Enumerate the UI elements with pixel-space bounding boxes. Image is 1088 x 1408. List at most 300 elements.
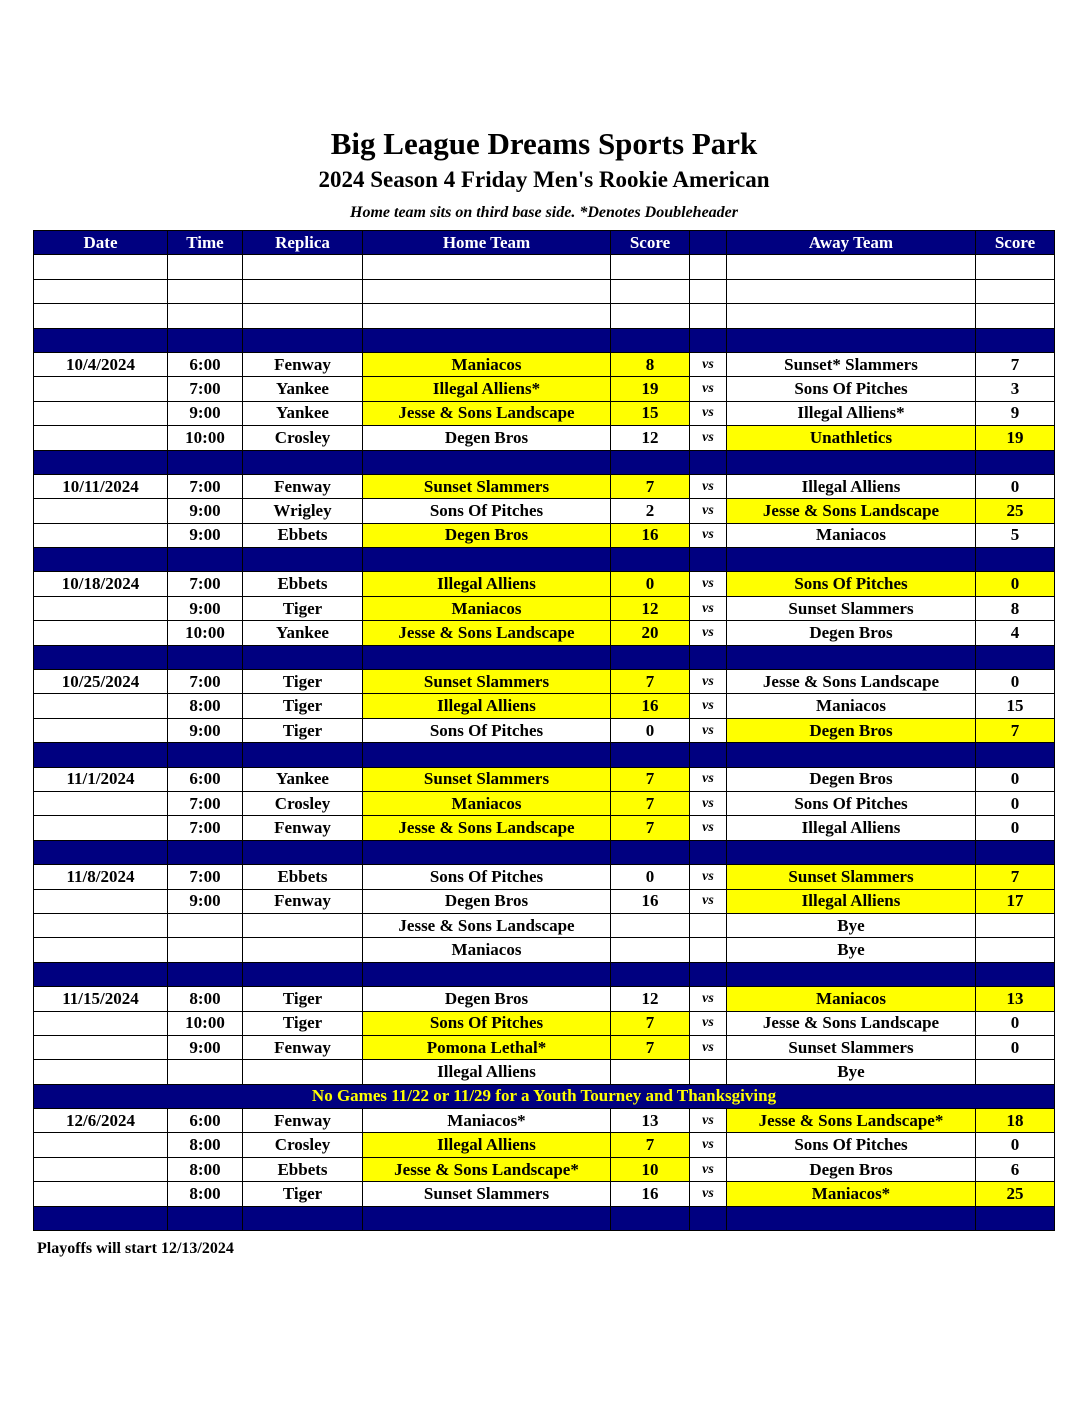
away-team-cell: Illegal Alliens [727, 816, 976, 840]
empty-cell [363, 255, 611, 279]
empty-cell [727, 279, 976, 303]
empty-cell [34, 645, 168, 669]
away-score-cell: 0 [976, 791, 1055, 815]
game-row [34, 474, 1055, 498]
replica-cell: Ebbets [243, 523, 363, 547]
game-row [34, 1109, 1055, 1133]
time-cell: 6:00 [168, 1109, 243, 1133]
time-cell: 7:00 [168, 572, 243, 596]
date-cell [34, 913, 168, 937]
empty-cell [34, 548, 168, 572]
date-cell [34, 1157, 168, 1181]
game-row [34, 694, 1055, 718]
empty-cell [243, 1206, 363, 1230]
away-score-cell: 0 [976, 572, 1055, 596]
game-row [34, 1182, 1055, 1206]
vs-cell: vs [690, 1133, 727, 1157]
home-team-cell: Jesse & Sons Landscape [363, 401, 611, 425]
vs-cell [690, 938, 727, 962]
away-score-cell: 0 [976, 1011, 1055, 1035]
away-team-cell: Maniacos [727, 694, 976, 718]
banner-text: No Games 11/22 or 11/29 for a Youth Tourney and Thanksgiving [34, 1084, 1055, 1108]
away-score-cell [976, 913, 1055, 937]
away-team-cell: Bye [727, 913, 976, 937]
vs-cell: vs [690, 670, 727, 694]
home-team-cell: Sons Of Pitches [363, 1011, 611, 1035]
date-cell [34, 1035, 168, 1059]
away-team-cell: Maniacos [727, 523, 976, 547]
away-score-cell: 3 [976, 377, 1055, 401]
game-row [34, 1157, 1055, 1181]
time-cell [168, 1060, 243, 1084]
date-cell: 11/15/2024 [34, 987, 168, 1011]
page-title: Big League Dreams Sports Park [330, 126, 758, 161]
empty-cell [243, 450, 363, 474]
date-cell: 10/11/2024 [34, 474, 168, 498]
home-team-cell: Illegal Alliens [363, 1060, 611, 1084]
replica-cell: Ebbets [243, 572, 363, 596]
home-score-cell: 10 [611, 1157, 690, 1181]
time-cell [168, 913, 243, 937]
vs-cell: vs [690, 352, 727, 376]
time-cell: 8:00 [168, 1157, 243, 1181]
home-team-cell: Maniacos [363, 791, 611, 815]
col-away-team: Away Team [727, 231, 976, 255]
game-row [34, 889, 1055, 913]
away-score-cell: 7 [976, 865, 1055, 889]
time-cell: 7:00 [168, 474, 243, 498]
vs-cell: vs [690, 1011, 727, 1035]
vs-cell: vs [690, 621, 727, 645]
home-team-cell: Illegal Alliens [363, 694, 611, 718]
empty-cell [168, 1206, 243, 1230]
empty-cell [363, 279, 611, 303]
away-score-cell: 0 [976, 1035, 1055, 1059]
empty-cell [976, 279, 1055, 303]
vs-cell: vs [690, 889, 727, 913]
home-score-cell: 12 [611, 426, 690, 450]
time-cell: 9:00 [168, 596, 243, 620]
empty-cell [690, 962, 727, 986]
replica-cell: Fenway [243, 1035, 363, 1059]
time-cell: 10:00 [168, 621, 243, 645]
home-team-cell: Pomona Lethal* [363, 1035, 611, 1059]
empty-cell [34, 279, 168, 303]
date-cell [34, 816, 168, 840]
time-cell: 7:00 [168, 791, 243, 815]
empty-cell [34, 962, 168, 986]
home-score-cell: 15 [611, 401, 690, 425]
home-score-cell: 0 [611, 718, 690, 742]
empty-cell [727, 962, 976, 986]
empty-cell [34, 840, 168, 864]
home-score-cell: 0 [611, 865, 690, 889]
date-cell [34, 377, 168, 401]
replica-cell: Tiger [243, 718, 363, 742]
game-row [34, 718, 1055, 742]
home-team-cell: Sunset Slammers [363, 670, 611, 694]
empty-cell [690, 304, 727, 328]
schedule-body [34, 255, 1055, 1231]
col-date: Date [34, 231, 168, 255]
away-score-cell: 5 [976, 523, 1055, 547]
empty-cell [363, 645, 611, 669]
home-score-cell: 0 [611, 572, 690, 596]
empty-cell [611, 328, 690, 352]
empty-cell [363, 450, 611, 474]
away-score-cell: 19 [976, 426, 1055, 450]
empty-cell [611, 548, 690, 572]
away-team-cell: Sunset Slammers [727, 596, 976, 620]
empty-cell [243, 840, 363, 864]
empty-cell [976, 840, 1055, 864]
away-team-cell: Sunset* Slammers [727, 352, 976, 376]
vs-cell: vs [690, 499, 727, 523]
away-score-cell: 17 [976, 889, 1055, 913]
game-row [34, 1011, 1055, 1035]
home-score-cell: 7 [611, 474, 690, 498]
home-team-cell: Maniacos [363, 352, 611, 376]
empty-cell [168, 743, 243, 767]
replica-cell: Ebbets [243, 865, 363, 889]
date-cell [34, 523, 168, 547]
home-team-cell: Maniacos* [363, 1109, 611, 1133]
blank-row [34, 255, 1055, 279]
away-team-cell: Maniacos* [727, 1182, 976, 1206]
empty-cell [168, 962, 243, 986]
empty-cell [727, 645, 976, 669]
away-team-cell: Illegal Alliens [727, 474, 976, 498]
replica-cell: Crosley [243, 791, 363, 815]
date-cell: 11/8/2024 [34, 865, 168, 889]
date-cell [34, 889, 168, 913]
away-team-cell: Illegal Alliens* [727, 401, 976, 425]
away-team-cell: Sons Of Pitches [727, 791, 976, 815]
empty-cell [611, 962, 690, 986]
empty-cell [363, 743, 611, 767]
time-cell: 10:00 [168, 1011, 243, 1035]
game-row [34, 401, 1055, 425]
game-row [34, 352, 1055, 376]
replica-cell: Tiger [243, 670, 363, 694]
home-score-cell: 7 [611, 791, 690, 815]
home-team-cell: Jesse & Sons Landscape [363, 913, 611, 937]
empty-cell [243, 962, 363, 986]
empty-cell [611, 304, 690, 328]
home-score-cell: 7 [611, 1133, 690, 1157]
away-score-cell: 18 [976, 1109, 1055, 1133]
home-score-cell: 12 [611, 987, 690, 1011]
empty-cell [611, 255, 690, 279]
empty-cell [690, 743, 727, 767]
home-team-cell: Sons Of Pitches [363, 718, 611, 742]
home-score-cell: 19 [611, 377, 690, 401]
away-score-cell: 0 [976, 474, 1055, 498]
empty-cell [243, 743, 363, 767]
game-row [34, 865, 1055, 889]
replica-cell: Tiger [243, 987, 363, 1011]
date-cell [34, 401, 168, 425]
home-score-cell [611, 913, 690, 937]
away-score-cell: 13 [976, 987, 1055, 1011]
game-row [34, 938, 1055, 962]
away-team-cell: Sons Of Pitches [727, 1133, 976, 1157]
separator-row [34, 962, 1055, 986]
away-team-cell: Illegal Alliens [727, 889, 976, 913]
game-row [34, 816, 1055, 840]
game-row [34, 426, 1055, 450]
empty-cell [243, 279, 363, 303]
away-score-cell: 25 [976, 1182, 1055, 1206]
replica-cell: Wrigley [243, 499, 363, 523]
home-team-cell: Jesse & Sons Landscape* [363, 1157, 611, 1181]
empty-cell [363, 328, 611, 352]
empty-cell [976, 255, 1055, 279]
away-score-cell: 7 [976, 718, 1055, 742]
empty-cell [611, 840, 690, 864]
empty-cell [727, 450, 976, 474]
date-cell [34, 694, 168, 718]
empty-cell [690, 548, 727, 572]
time-cell: 9:00 [168, 401, 243, 425]
empty-cell [168, 548, 243, 572]
vs-cell: vs [690, 718, 727, 742]
empty-cell [611, 279, 690, 303]
away-team-cell: Maniacos [727, 987, 976, 1011]
game-row [34, 670, 1055, 694]
away-team-cell: Degen Bros [727, 767, 976, 791]
replica-cell: Yankee [243, 767, 363, 791]
game-row [34, 1060, 1055, 1084]
replica-cell: Tiger [243, 1011, 363, 1035]
vs-cell: vs [690, 865, 727, 889]
empty-cell [727, 255, 976, 279]
home-score-cell: 7 [611, 767, 690, 791]
time-cell: 9:00 [168, 523, 243, 547]
empty-cell [690, 450, 727, 474]
replica-cell: Tiger [243, 1182, 363, 1206]
empty-cell [611, 450, 690, 474]
away-team-cell: Sunset Slammers [727, 1035, 976, 1059]
time-cell: 6:00 [168, 352, 243, 376]
home-team-cell: Jesse & Sons Landscape [363, 621, 611, 645]
empty-cell [363, 840, 611, 864]
home-team-cell: Degen Bros [363, 889, 611, 913]
away-team-cell: Degen Bros [727, 1157, 976, 1181]
empty-cell [976, 548, 1055, 572]
vs-cell: vs [690, 1157, 727, 1181]
home-team-cell: Illegal Alliens [363, 572, 611, 596]
home-team-cell: Sunset Slammers [363, 1182, 611, 1206]
date-cell: 12/6/2024 [34, 1109, 168, 1133]
date-cell [34, 718, 168, 742]
away-score-cell: 7 [976, 352, 1055, 376]
schedule-table [33, 230, 1055, 1231]
empty-cell [34, 1206, 168, 1230]
home-score-cell: 16 [611, 523, 690, 547]
separator-row [34, 743, 1055, 767]
home-team-cell: Degen Bros [363, 987, 611, 1011]
replica-cell: Fenway [243, 816, 363, 840]
time-cell: 7:00 [168, 865, 243, 889]
empty-cell [976, 328, 1055, 352]
replica-cell [243, 1060, 363, 1084]
home-score-cell: 7 [611, 1035, 690, 1059]
home-team-cell: Degen Bros [363, 523, 611, 547]
empty-cell [976, 743, 1055, 767]
game-row [34, 1035, 1055, 1059]
away-team-cell: Degen Bros [727, 621, 976, 645]
date-cell [34, 426, 168, 450]
empty-cell [34, 328, 168, 352]
home-score-cell: 7 [611, 816, 690, 840]
away-score-cell: 8 [976, 596, 1055, 620]
away-team-cell: Jesse & Sons Landscape* [727, 1109, 976, 1133]
away-score-cell: 0 [976, 1133, 1055, 1157]
home-score-cell: 8 [611, 352, 690, 376]
replica-cell [243, 913, 363, 937]
home-team-cell: Illegal Alliens [363, 1133, 611, 1157]
time-cell: 8:00 [168, 1182, 243, 1206]
vs-cell: vs [690, 401, 727, 425]
empty-cell [727, 304, 976, 328]
away-team-cell: Jesse & Sons Landscape [727, 670, 976, 694]
no-games-banner [34, 1084, 1055, 1108]
vs-cell: vs [690, 474, 727, 498]
away-score-cell: 0 [976, 670, 1055, 694]
empty-cell [363, 304, 611, 328]
vs-cell: vs [690, 767, 727, 791]
away-team-cell: Unathletics [727, 426, 976, 450]
time-cell: 9:00 [168, 889, 243, 913]
time-cell: 7:00 [168, 816, 243, 840]
game-row [34, 523, 1055, 547]
empty-cell [168, 840, 243, 864]
game-row [34, 1133, 1055, 1157]
time-cell: 6:00 [168, 767, 243, 791]
empty-cell [690, 645, 727, 669]
empty-cell [976, 962, 1055, 986]
game-row [34, 913, 1055, 937]
empty-cell [34, 450, 168, 474]
empty-cell [243, 548, 363, 572]
home-score-cell: 2 [611, 499, 690, 523]
game-row [34, 987, 1055, 1011]
vs-cell: vs [690, 791, 727, 815]
playoffs-note: Playoffs will start 12/13/2024 [37, 1240, 234, 1257]
vs-cell: vs [690, 523, 727, 547]
home-score-cell: 16 [611, 1182, 690, 1206]
col-home-team: Home Team [363, 231, 611, 255]
home-score-cell: 7 [611, 670, 690, 694]
home-team-cell: Maniacos [363, 938, 611, 962]
home-score-cell: 16 [611, 889, 690, 913]
empty-cell [168, 304, 243, 328]
col-home-score: Score [611, 231, 690, 255]
date-cell [34, 1060, 168, 1084]
date-cell [34, 938, 168, 962]
home-team-cell: Sons Of Pitches [363, 499, 611, 523]
date-cell: 10/25/2024 [34, 670, 168, 694]
home-score-cell: 16 [611, 694, 690, 718]
replica-cell: Fenway [243, 889, 363, 913]
empty-cell [34, 304, 168, 328]
col-time: Time [168, 231, 243, 255]
empty-cell [168, 450, 243, 474]
schedule-note: Home team sits on third base side. *Denotes Doubleheader [350, 204, 738, 221]
home-team-cell: Degen Bros [363, 426, 611, 450]
game-row [34, 621, 1055, 645]
replica-cell: Fenway [243, 352, 363, 376]
date-cell: 11/1/2024 [34, 767, 168, 791]
home-score-cell [611, 938, 690, 962]
away-score-cell: 4 [976, 621, 1055, 645]
blank-row [34, 279, 1055, 303]
home-score-cell: 13 [611, 1109, 690, 1133]
date-cell [34, 1133, 168, 1157]
home-team-cell: Jesse & Sons Landscape [363, 816, 611, 840]
separator-row [34, 840, 1055, 864]
time-cell: 10:00 [168, 426, 243, 450]
vs-cell [690, 1060, 727, 1084]
empty-cell [34, 255, 168, 279]
away-score-cell: 0 [976, 767, 1055, 791]
replica-cell: Tiger [243, 596, 363, 620]
time-cell: 9:00 [168, 718, 243, 742]
empty-cell [611, 645, 690, 669]
empty-cell [976, 645, 1055, 669]
away-score-cell: 6 [976, 1157, 1055, 1181]
date-cell [34, 621, 168, 645]
separator-row [34, 450, 1055, 474]
empty-cell [690, 1206, 727, 1230]
empty-cell [363, 962, 611, 986]
empty-cell [727, 1206, 976, 1230]
blank-row [34, 304, 1055, 328]
empty-cell [168, 279, 243, 303]
away-team-cell: Bye [727, 938, 976, 962]
replica-cell [243, 938, 363, 962]
time-cell: 7:00 [168, 377, 243, 401]
empty-cell [727, 743, 976, 767]
game-row [34, 377, 1055, 401]
empty-cell [727, 328, 976, 352]
vs-cell: vs [690, 816, 727, 840]
time-cell: 9:00 [168, 1035, 243, 1059]
replica-cell: Ebbets [243, 1157, 363, 1181]
col-vs [690, 231, 727, 255]
separator-row [34, 645, 1055, 669]
away-score-cell: 9 [976, 401, 1055, 425]
home-team-cell: Maniacos [363, 596, 611, 620]
empty-cell [243, 304, 363, 328]
time-cell: 9:00 [168, 499, 243, 523]
empty-cell [168, 645, 243, 669]
empty-cell [611, 743, 690, 767]
empty-cell [363, 1206, 611, 1230]
home-team-cell: Illegal Alliens* [363, 377, 611, 401]
header-row [34, 231, 1055, 255]
time-cell: 8:00 [168, 1133, 243, 1157]
date-cell: 10/4/2024 [34, 352, 168, 376]
replica-cell: Yankee [243, 401, 363, 425]
away-score-cell: 15 [976, 694, 1055, 718]
vs-cell: vs [690, 1182, 727, 1206]
date-cell [34, 596, 168, 620]
empty-cell [690, 840, 727, 864]
separator-row [34, 328, 1055, 352]
empty-cell [243, 255, 363, 279]
